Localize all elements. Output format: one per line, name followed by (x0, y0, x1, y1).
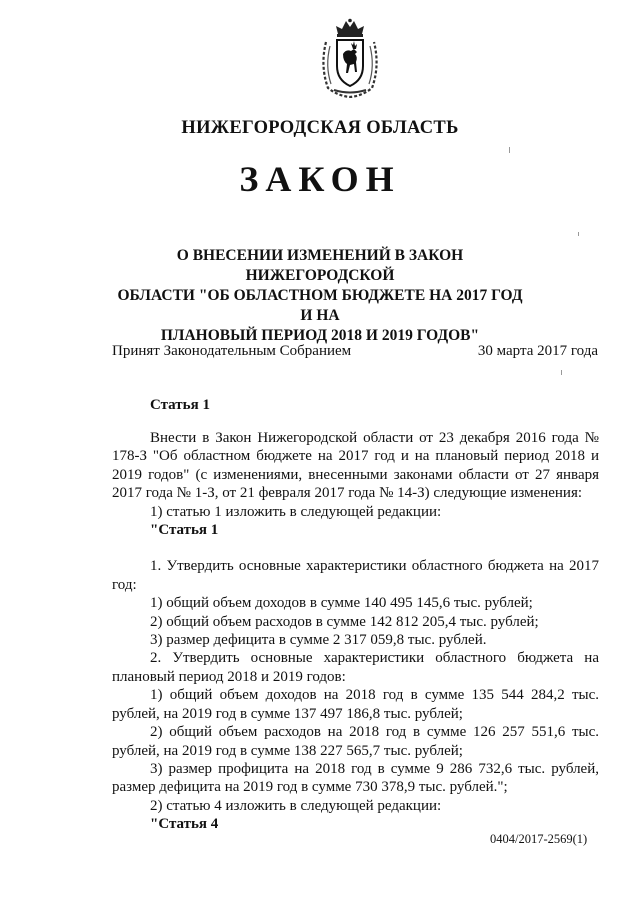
paragraph: Внести в Закон Нижегородской области от 23 декабря 2016 года № 178-З "Об областном бюджете на 2017 год и на плановый период 2018 и 2019 годов" (с изменениями, внесенными законами области от 27 января 2017 года № 1-З, от 21 февраля 2017 года № 14-З) следующие изменения: (112, 430, 599, 502)
region-name: НИЖЕГОРОДСКАЯ ОБЛАСТЬ (181, 118, 459, 138)
list-item: 2) общий объем расходов на 2018 год в сумме 126 257 551,6 тыс. рублей, на 2019 год в сумме 138 227 565,7 тыс. рублей; (112, 724, 599, 759)
adoption-line (112, 343, 598, 360)
document-code: 0404/2017-2569(1) (490, 832, 588, 846)
scan-speck (561, 370, 562, 375)
paragraph: 2. Утвердить основные характеристики областного бюджета на плановый период 2018 и 2019 годов: (112, 650, 599, 685)
paragraph: 1) статью 1 изложить в следующей редакции: (150, 503, 442, 520)
law-title (110, 246, 530, 346)
article-heading: Статья 1 (150, 397, 210, 413)
list-item: 1) общий объем доходов в сумме 140 495 145,6 тыс. рублей; (150, 595, 533, 612)
scan-speck (509, 147, 510, 153)
paragraph: 2) статью 4 изложить в следующей редакции: (150, 797, 442, 814)
article-body (112, 429, 599, 834)
law-title-line: ОБЛАСТИ "ОБ ОБЛАСТНОМ БЮДЖЕТЕ НА 2017 ГОД И НА (117, 287, 523, 324)
law-title-line: ПЛАНОВЫЙ ПЕРИОД 2018 И 2019 ГОДОВ" (160, 327, 480, 344)
adoption-date: 30 марта 2017 года (477, 343, 598, 359)
document-type: ЗАКОН (239, 159, 401, 199)
adopting-body: Принят Законодательным Собранием (112, 343, 352, 359)
spacer (112, 539, 599, 557)
list-item: 3) размер профицита на 2018 год в сумме 9 286 732,6 тыс. рублей, размер дефицита на 2019 год в сумме 730 378,9 тыс. рублей."; (112, 760, 599, 796)
quoted-article-heading: "Статья 4 (150, 816, 219, 833)
quoted-article-heading: "Статья 1 (150, 522, 219, 539)
scan-speck (578, 232, 579, 236)
coat-of-arms-icon (316, 18, 384, 98)
list-item: 3) размер дефицита в сумме 2 317 059,8 тыс. рублей. (150, 632, 487, 649)
list-item: 1) общий объем доходов на 2018 год в сумме 135 544 284,2 тыс. рублей, на 2019 год в сумме 137 497 186,8 тыс. рублей; (112, 687, 599, 722)
list-item: 2) общий объем расходов в сумме 142 812 205,4 тыс. рублей; (150, 613, 539, 630)
paragraph: 1. Утвердить основные характеристики областного бюджета на 2017 год: (112, 558, 599, 593)
law-title-line: О ВНЕСЕНИИ ИЗМЕНЕНИЙ В ЗАКОН НИЖЕГОРОДСКОЙ (176, 247, 464, 284)
